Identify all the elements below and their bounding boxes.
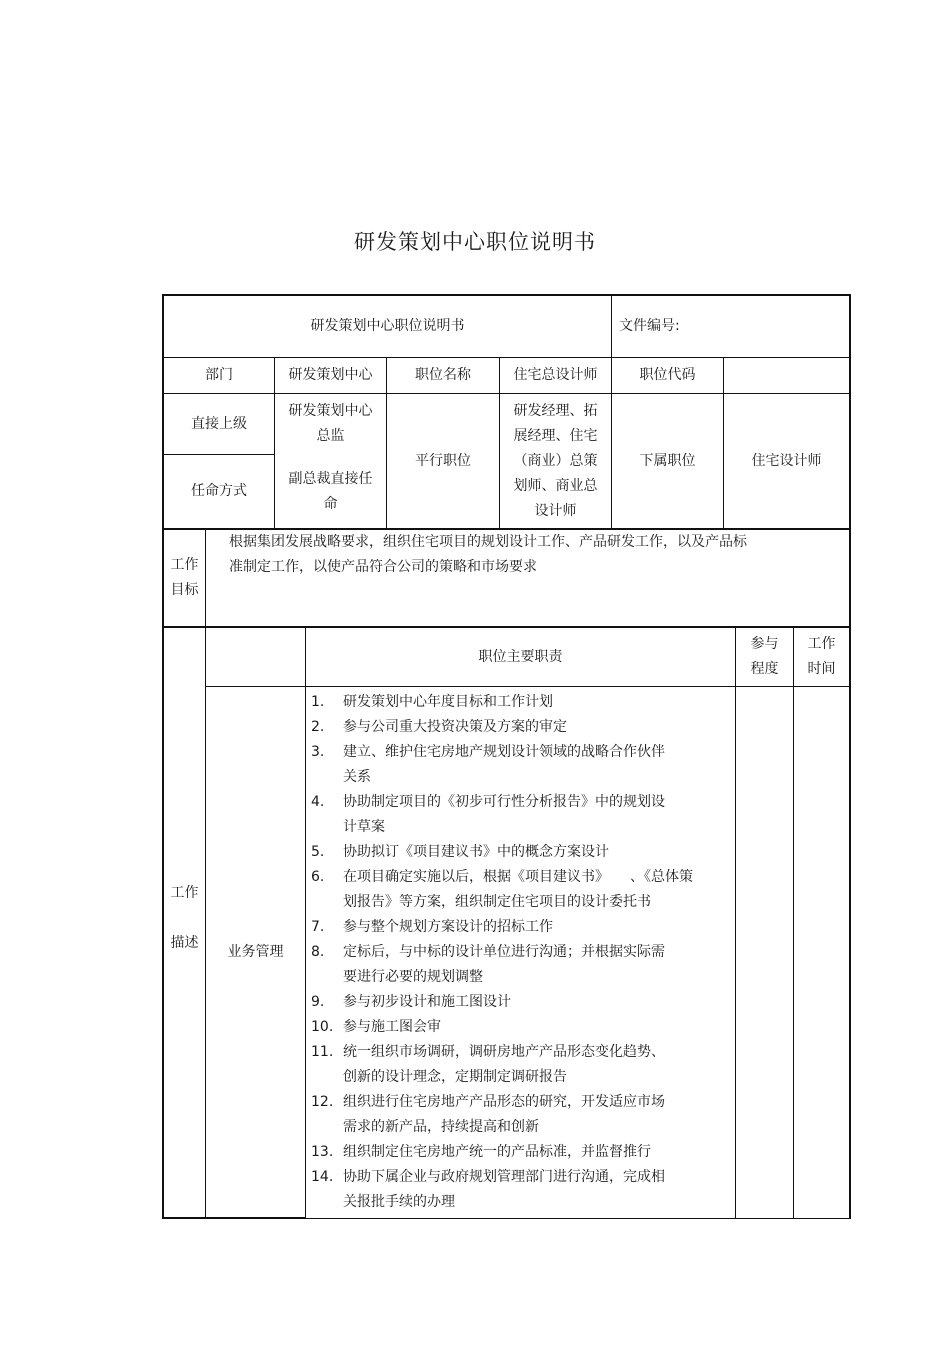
duty-text-line: 组织进行住宅房地产产品形态的研究，开发适应市场 <box>343 1094 665 1110</box>
duty-text-line: 参与施工图会审 <box>343 1019 441 1035</box>
duty-number: 5. <box>311 844 325 860</box>
work-time-header <box>794 628 849 686</box>
duty-text <box>343 690 731 715</box>
superior-value <box>275 394 386 454</box>
work-time-header-line-2: 时间 <box>807 661 836 677</box>
duty-text <box>343 865 731 915</box>
duty-text-line: 参与公司重大投资决策及方案的审定 <box>343 719 567 735</box>
list-item <box>311 715 731 740</box>
duty-text-line: 关报批手续的办理 <box>343 1194 455 1210</box>
position-name-value: 住宅总设计师 <box>513 367 598 383</box>
duty-text <box>343 1015 731 1040</box>
page-title: 研发策划中心职位说明书 <box>354 230 596 254</box>
work-description-label-line-2: 描述 <box>170 935 199 951</box>
work-time-header-line-1: 工作 <box>807 636 836 652</box>
duty-text <box>343 915 731 940</box>
list-item <box>311 690 731 715</box>
list-item <box>311 840 731 865</box>
duty-number: 6. <box>311 869 325 885</box>
appointment-value <box>275 455 386 528</box>
list-item <box>311 940 731 990</box>
position-name-label: 职位名称 <box>415 367 471 383</box>
duty-text-line: 划报告》等方案，组织制定住宅项目的设计委托书 <box>343 894 651 910</box>
duty-text-line: 创新的设计理念，定期制定调研报告 <box>343 1069 567 1085</box>
position-code-label: 职位代码 <box>639 367 696 383</box>
subordinate-label: 下属职位 <box>639 452 696 469</box>
duty-text-line: 协助制定项目的《初步可行性分析报告》中的规划设 <box>343 794 665 810</box>
duty-number: 10. <box>311 1019 334 1035</box>
duty-text-line: 定标后，与中标的设计单位进行沟通；并根据实际需 <box>343 944 665 960</box>
work-goal-label-line-1: 工作 <box>170 557 199 573</box>
duty-number: 4. <box>311 794 325 810</box>
department-label: 部门 <box>205 367 233 383</box>
duty-number: 8. <box>311 944 325 960</box>
duty-text <box>343 940 731 990</box>
duty-number: 2. <box>311 719 325 735</box>
list-item <box>311 1090 731 1140</box>
department-value: 研发策划中心 <box>288 367 373 383</box>
duty-text-line: 建立、维护住宅房地产规划设计领域的战略合作伙伴 <box>343 744 665 760</box>
work-goal-text-line-1: 根据集团发展战略要求，组织住宅项目的规划设计工作、产品研发工作，以及产品标 <box>229 534 747 550</box>
peer-value-line: 设计师 <box>534 502 577 519</box>
duty-text <box>343 715 731 740</box>
list-item <box>311 740 731 790</box>
list-item <box>311 1015 731 1040</box>
list-item <box>311 990 731 1015</box>
duty-text <box>343 840 731 865</box>
duty-number: 3. <box>311 744 325 760</box>
file-number-label: 文件编号: <box>619 318 680 334</box>
duty-text-line: 组织制定住宅房地产统一的产品标准，并监督推行 <box>343 1144 651 1160</box>
work-description-label <box>164 628 205 1218</box>
table-header-title: 研发策划中心职位说明书 <box>310 318 465 334</box>
duty-number: 1. <box>311 694 325 710</box>
duty-text-line: 统一组织市场调研，调研房地产产品形态变化趋势、 <box>343 1044 665 1060</box>
work-goal-label <box>164 530 205 626</box>
peer-position-label: 平行职位 <box>415 452 471 469</box>
duty-number: 7. <box>311 919 325 935</box>
superior-value-line-1: 研发策划中心 <box>288 403 373 419</box>
category-business-management: 业务管理 <box>227 943 284 960</box>
duty-text-line: 研发策划中心年度目标和工作计划 <box>343 694 553 710</box>
work-goal-text-line-2: 准制定工作，以使产品符合公司的策略和市场要求 <box>229 559 537 575</box>
duties-list <box>311 690 731 1215</box>
position-code-value <box>724 358 849 393</box>
appointment-value-line-2: 命 <box>323 495 338 512</box>
duty-text <box>343 740 731 790</box>
list-item <box>311 915 731 940</box>
work-goal-label-line-2: 目标 <box>170 582 199 598</box>
list-item <box>311 1165 731 1215</box>
duty-text <box>343 1090 731 1140</box>
duties-header: 职位主要职责 <box>478 648 563 665</box>
duty-text-line: 参与整个规划方案设计的招标工作 <box>343 919 553 935</box>
duty-text-line: 要进行必要的规划调整 <box>343 969 483 985</box>
participation-header-line-1: 参与 <box>750 636 779 652</box>
appointment-label: 任命方式 <box>191 483 247 499</box>
superior-label: 直接上级 <box>191 415 247 432</box>
duty-number: 9. <box>311 994 325 1010</box>
peer-value-line: 划师、商业总 <box>513 477 598 494</box>
superior-value-line-2: 总监 <box>316 428 345 444</box>
list-item <box>311 1040 731 1090</box>
duty-text-line: 参与初步设计和施工图设计 <box>343 994 511 1010</box>
work-description-label-line-1: 工作 <box>170 885 199 901</box>
participation-header-line-2: 程度 <box>750 661 779 677</box>
duty-text-line: 关系 <box>343 769 371 785</box>
work-goal-text <box>229 530 829 626</box>
list-item <box>311 1140 731 1165</box>
list-item <box>311 790 731 840</box>
duty-text <box>343 990 731 1015</box>
duty-text <box>343 790 731 840</box>
participation-header <box>736 628 793 686</box>
peer-value-line: 展经理、住宅 <box>513 427 598 444</box>
duty-text-line: 计草案 <box>343 819 385 835</box>
duty-text-line: 协助拟订《项目建议书》中的概念方案设计 <box>343 844 609 860</box>
duty-text <box>343 1140 731 1165</box>
peer-value-line: 研发经理、拓 <box>513 402 598 419</box>
peer-value-line: （商业）总策 <box>513 452 598 469</box>
duty-text <box>343 1165 731 1215</box>
duty-text-line: 协助下属企业与政府规划管理部门进行沟通，完成相 <box>343 1169 665 1185</box>
duty-text-line: 在项目确定实施以后，根据《项目建议书》 、《总体策 <box>343 869 693 885</box>
appointment-value-line-1: 副总裁直接任 <box>288 470 373 487</box>
duty-number: 11. <box>311 1044 334 1060</box>
subordinate-value: 住宅设计师 <box>751 452 822 469</box>
duty-number: 14. <box>311 1169 334 1185</box>
peer-position-value <box>500 394 611 528</box>
duty-text <box>343 1040 731 1090</box>
duty-number: 13. <box>311 1144 334 1160</box>
duty-text-line: 需求的新产品，持续提高和创新 <box>343 1119 539 1135</box>
list-item <box>311 865 731 915</box>
duty-number: 12. <box>311 1094 334 1110</box>
